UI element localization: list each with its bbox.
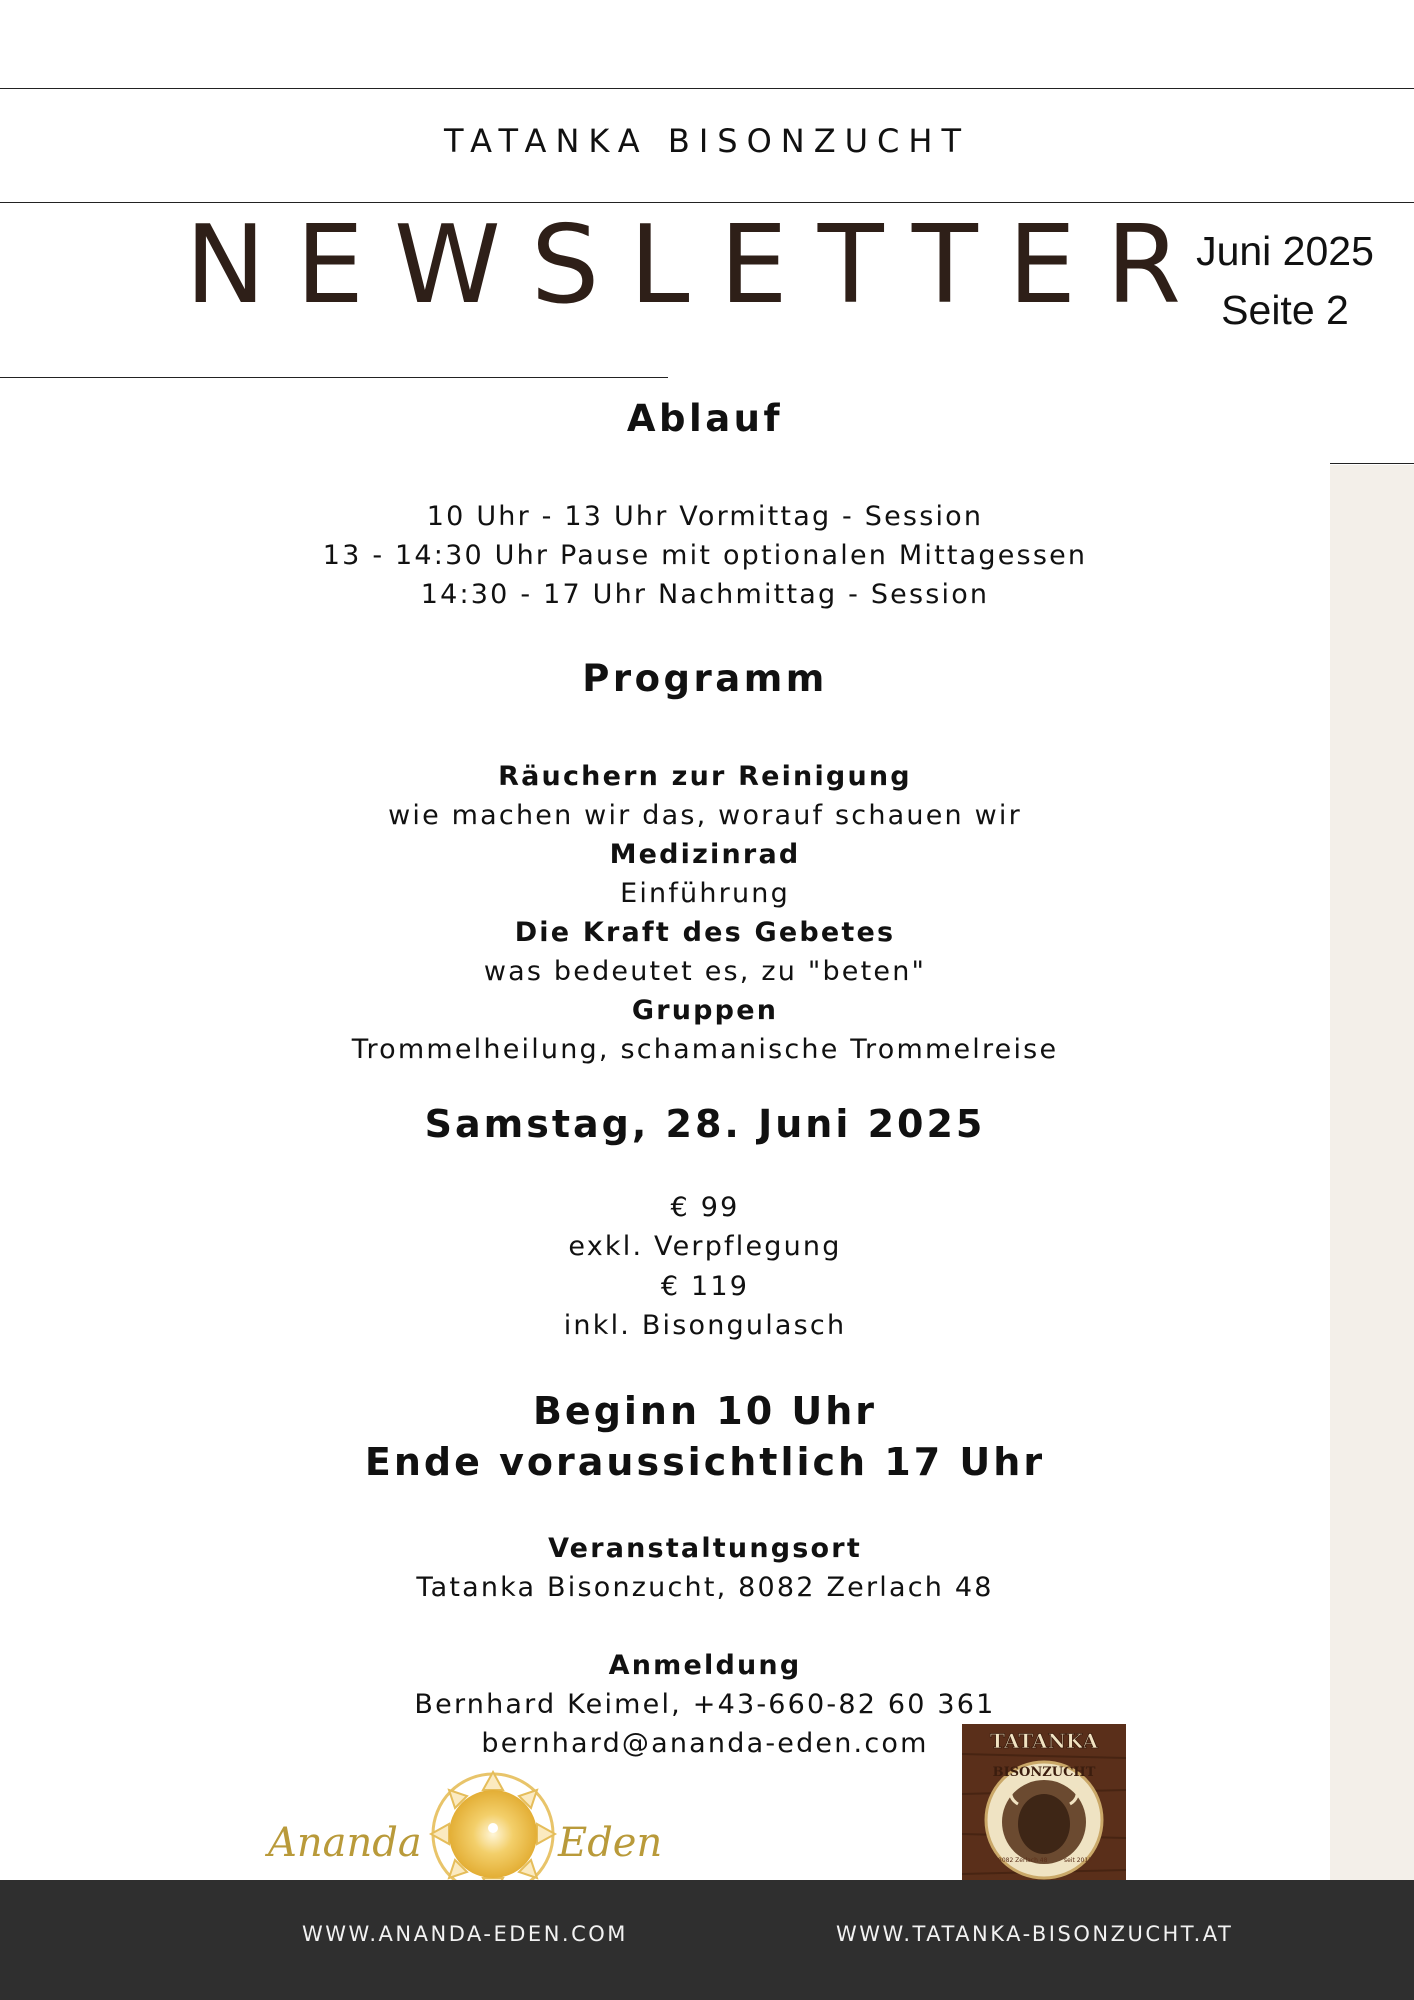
issue-info	[1190, 222, 1380, 340]
event-date: Samstag, 28. Juni 2025	[424, 1102, 986, 1146]
ablauf-item: 13 - 14:30 Uhr Pause mit optionalen Mittagessen	[322, 540, 1088, 571]
tatanka-logo	[962, 1724, 1126, 1900]
tatanka-arc-text: BISONZUCHT	[992, 1765, 1096, 1780]
lotus-icon	[431, 1772, 555, 1896]
programm-item-desc: was bedeutet es, zu "beten"	[483, 956, 927, 987]
end-time: Ende voraussichtlich 17 Uhr	[364, 1440, 1046, 1484]
tatanka-left-text: 8082 Zerlach 48	[998, 1857, 1048, 1864]
tatanka-logo-graphic	[962, 1724, 1126, 1900]
tatanka-top-text: TATANKA	[990, 1729, 1098, 1753]
programm-item-title: Räuchern zur Reinigung	[498, 761, 912, 792]
programm-item-title: Gruppen	[631, 995, 779, 1026]
eden-word: Eden	[558, 1820, 663, 1866]
side-rule	[1330, 463, 1414, 464]
price-full: € 119	[660, 1271, 750, 1302]
newsletter-title: NEWSLETTER	[185, 203, 1212, 328]
ablauf-item: 10 Uhr - 13 Uhr Vormittag - Session	[426, 501, 984, 532]
ananda-word: Ananda	[268, 1820, 422, 1866]
programm-item-title: Die Kraft des Gebetes	[514, 917, 896, 948]
brand-name: TATANKA BISONZUCHT	[444, 122, 970, 160]
ablauf-heading: Ablauf	[626, 397, 784, 440]
registration-label: Anmeldung	[608, 1650, 802, 1681]
programm-item-desc: wie machen wir das, worauf schauen wir	[388, 800, 1022, 831]
top-rule	[0, 88, 1414, 89]
programm-item-title: Medizinrad	[609, 839, 801, 870]
ananda-eden-link[interactable]: WWW.ANANDA-EDEN.COM	[302, 1922, 628, 1946]
programm-heading: Programm	[582, 657, 828, 700]
registration-contact: Bernhard Keimel, +43-660-82 60 361	[414, 1689, 996, 1720]
registration-email[interactable]: bernhard@ananda-eden.com	[481, 1728, 929, 1759]
issue-date: Juni 2025	[1196, 228, 1374, 274]
location-address: Tatanka Bisonzucht, 8082 Zerlach 48	[416, 1572, 994, 1603]
price-full-note: inkl. Bisongulasch	[563, 1310, 847, 1341]
programm-item-desc: Trommelheilung, schamanische Trommelreise	[351, 1034, 1059, 1065]
location-label: Veranstaltungsort	[548, 1533, 862, 1564]
ablauf-item: 14:30 - 17 Uhr Nachmittag - Session	[420, 579, 990, 610]
tatanka-link[interactable]: WWW.TATANKA-BISONZUCHT.AT	[836, 1922, 1234, 1946]
start-time: Beginn 10 Uhr	[532, 1389, 878, 1433]
price-basic: € 99	[670, 1192, 740, 1223]
title-underline	[0, 377, 668, 378]
page-number: Seite 2	[1221, 287, 1349, 333]
programm-item-desc: Einführung	[620, 878, 790, 909]
tatanka-right-text: seit 2013	[1064, 1857, 1093, 1864]
price-basic-note: exkl. Verpflegung	[568, 1231, 842, 1262]
